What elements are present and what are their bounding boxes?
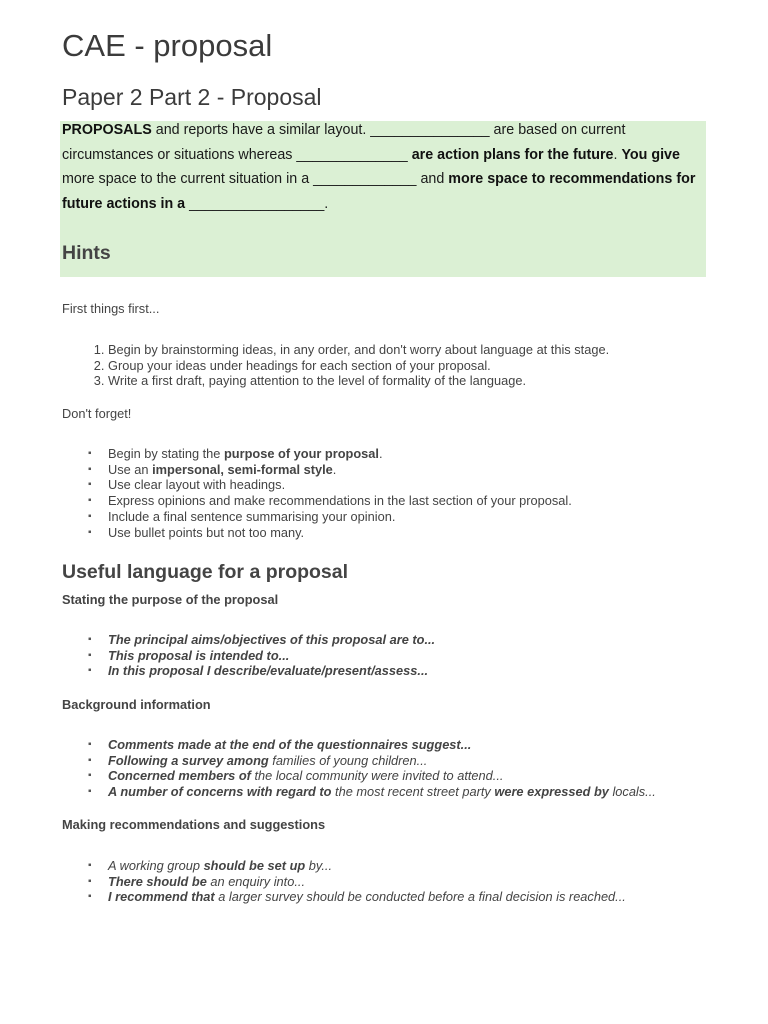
list-item: ▪ In this proposal I describe/evaluate/present/assess...: [88, 663, 429, 679]
bullet-icon: ▪: [88, 770, 92, 782]
purpose-subheading: Stating the purpose of the proposal: [62, 592, 279, 607]
bullet-icon: ▪: [88, 786, 92, 798]
bullet-icon: ▪: [88, 665, 92, 677]
list-item: ▪ A number of concerns with regard to the most recent street party were expressed by locals...: [88, 784, 656, 800]
intro-text-2: .: [613, 146, 622, 163]
bullet-icon: ▪: [88, 479, 92, 491]
intro-bold-proposals: PROPOSALS: [62, 122, 152, 138]
dont-forget-label: Don't forget!: [62, 406, 132, 421]
intro-bold-action-plans: are action plans for the future: [411, 146, 614, 163]
recommendations-subheading: Making recommendations and suggestions: [62, 817, 326, 832]
dont-forget-list: [88, 446, 572, 540]
page-title: CAE - proposal: [62, 28, 273, 63]
background-subheading: Background information: [62, 697, 211, 712]
list-item: ▪ Begin by stating the purpose of your proposal.: [88, 446, 383, 461]
list-item: ▪ Include a final sentence summarising your opinion.: [88, 508, 396, 524]
bullet-icon: ▪: [88, 739, 92, 750]
step-item: 2. Group your ideas under headings for each section of your proposal.: [108, 358, 609, 374]
list-item: ▪ There should be an enquiry into...: [88, 873, 306, 889]
step-item: 3. Write a first draft, paying attention to the level of formality of the language.: [108, 373, 609, 389]
background-list: [88, 737, 656, 800]
hints-heading: Hints: [62, 242, 111, 264]
bullet-icon: ▪: [88, 649, 92, 661]
list-item: ▪ Concerned members of the local community were invited to attend...: [88, 768, 504, 784]
list-item: ▪ This proposal is intended to...: [88, 647, 290, 663]
intro-text-4: _________________.: [185, 195, 329, 212]
bullet-icon: ▪: [88, 875, 92, 887]
list-item: ▪ The principal aims/objectives of this proposal are to...: [88, 632, 436, 647]
bullet-icon: ▪: [88, 526, 92, 538]
list-item: ▪ Express opinions and make recommendations in the last section of your proposal.: [88, 493, 572, 509]
intro-paragraph: [62, 118, 704, 216]
list-item: ▪ Comments made at the end of the questionnaires suggest...: [88, 737, 472, 752]
bullet-icon: ▪: [88, 634, 92, 645]
bullet-icon: ▪: [88, 754, 92, 766]
intro-bold-more-space: more space to recommendations for future actions in a: [62, 171, 696, 212]
useful-language-heading: Useful language for a proposal: [62, 561, 349, 583]
step-item: 1. Begin by brainstorming ideas, in any order, and don't worry about language at this stage.: [108, 342, 609, 358]
bullet-icon: ▪: [88, 891, 92, 903]
list-item: ▪ A working group should be set up by...: [88, 858, 333, 873]
list-item: ▪ Use an impersonal, semi-formal style.: [88, 461, 337, 477]
bullet-icon: ▪: [88, 860, 92, 871]
page-subtitle: Paper 2 Part 2 - Proposal: [62, 84, 322, 110]
recommendations-list: [88, 858, 626, 905]
bullet-icon: ▪: [88, 495, 92, 507]
list-item: ▪ I recommend that a larger survey should be conducted before a final decision is reached...: [88, 889, 626, 905]
bullet-icon: ▪: [88, 463, 92, 475]
bullet-icon: ▪: [88, 448, 92, 459]
intro-text-1: and reports have a similar layout. _______________ are based on current circumstances or situations whereas ______________: [62, 122, 626, 163]
purpose-list: [88, 632, 435, 679]
intro-text-3: more space to the current situation in a _____________ and: [62, 171, 449, 187]
list-item: ▪ Following a survey among families of young children...: [88, 752, 428, 768]
intro-bold-you-give: You give: [621, 146, 680, 163]
bullet-icon: ▪: [88, 510, 92, 522]
steps-list: [88, 342, 609, 389]
first-things-label: First things first...: [62, 301, 160, 316]
list-item: ▪ Use bullet points but not too many.: [88, 524, 305, 540]
list-item: ▪ Use clear layout with headings.: [88, 477, 286, 493]
